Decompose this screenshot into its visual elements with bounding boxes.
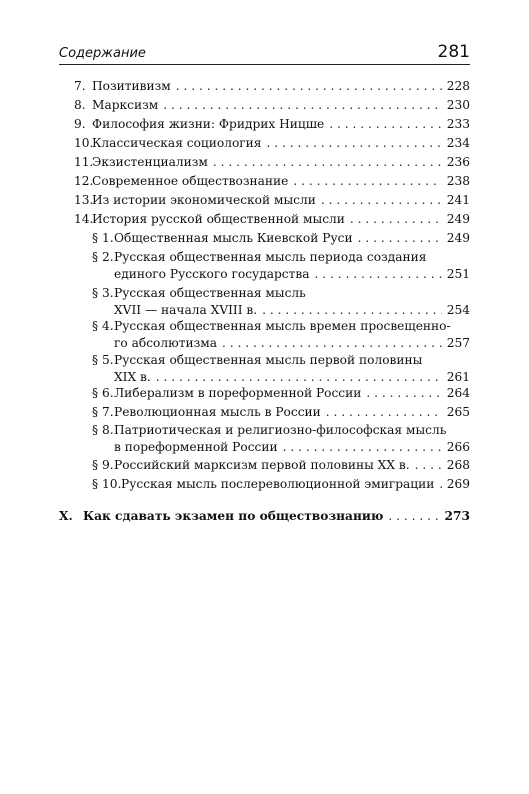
section-title-continued: единого Русского государства (114, 267, 310, 281)
section-number: § 5. (92, 353, 114, 367)
toc-section[interactable] (92, 285, 470, 319)
toc-chapter[interactable] (59, 508, 470, 525)
toc-section[interactable] (92, 457, 470, 474)
section-number: § 6. (92, 386, 114, 400)
section-title-continued: XVII — начала XVIII в. (114, 303, 258, 317)
section-page: 268 (446, 458, 470, 472)
leader-dots (415, 457, 442, 474)
entry-title: Марксизм (92, 98, 159, 112)
section-page: 257 (446, 336, 470, 350)
leader-dots (283, 439, 442, 456)
section-title-continued: XIX в. (114, 370, 151, 384)
section-page: 266 (446, 440, 470, 454)
entry-title: Философия жизни: Фридрих Ницше (92, 117, 325, 131)
toc-section[interactable] (92, 422, 470, 456)
section-page: 251 (446, 267, 470, 281)
toc-section[interactable] (92, 352, 470, 386)
section-page: 264 (446, 386, 470, 400)
entry-number: 9. (74, 117, 86, 131)
entry-number: 11. (74, 155, 94, 169)
section-number: § 1. (92, 231, 114, 245)
entry-title: Экзистенциализм (92, 155, 208, 169)
entry-page: 228 (446, 79, 470, 93)
header-title: Содержание (59, 46, 146, 61)
section-page: 269 (446, 477, 470, 491)
chapter-number: X. (59, 509, 73, 523)
page-number: 281 (437, 42, 470, 62)
section-number: § 3. (92, 286, 114, 300)
toc-entry[interactable] (74, 192, 470, 209)
entry-page: 233 (446, 117, 470, 131)
section-title: Русская общественная мысль времен просвещенно- (114, 319, 451, 333)
leader-dots (388, 508, 440, 525)
leader-dots (222, 335, 442, 352)
leader-dots (156, 369, 442, 386)
toc-entry[interactable] (74, 78, 470, 95)
entry-page: 241 (446, 193, 470, 207)
entry-number: 8. (74, 98, 86, 112)
entry-number: 10. (74, 136, 94, 150)
section-title-continued: в пореформенной России (114, 440, 278, 454)
section-page: 261 (446, 370, 470, 384)
leader-dots (329, 116, 442, 133)
section-number: § 2. (92, 250, 114, 264)
section-title: Революционная мысль в России (114, 405, 321, 419)
toc-entry[interactable] (74, 135, 470, 152)
running-header (59, 44, 470, 65)
section-title-continued: го абсолютизма (114, 336, 217, 350)
section-page: 249 (446, 231, 470, 245)
entry-number: 12. (74, 174, 94, 188)
entry-page: 249 (446, 212, 470, 226)
toc-section[interactable] (92, 476, 470, 493)
toc-entry[interactable] (74, 97, 470, 114)
leader-dots (176, 78, 442, 95)
section-title: Патриотическая и религиозно-философская мысль (114, 423, 447, 437)
entry-page: 238 (446, 174, 470, 188)
toc-section[interactable] (92, 230, 470, 247)
entry-number: 7. (74, 79, 86, 93)
section-title: Российский марксизм первой половины XX в. (114, 458, 410, 472)
entry-title: Классическая социология (92, 136, 262, 150)
entry-title: Современное обществознание (92, 174, 289, 188)
section-number: § 7. (92, 405, 114, 419)
section-number: § 10. (92, 477, 122, 491)
toc-entry[interactable] (74, 116, 470, 133)
section-title: Русская общественная мысль периода создания (114, 250, 427, 264)
entry-page: 230 (446, 98, 470, 112)
entry-page: 236 (446, 155, 470, 169)
leader-dots (326, 404, 442, 421)
section-title: Русская мысль послереволюционной эмиграции (121, 477, 435, 491)
entry-title: Позитивизм (92, 79, 171, 93)
toc-section[interactable] (92, 318, 470, 352)
leader-dots (366, 385, 442, 402)
section-title: Русская общественная мысль (114, 286, 306, 300)
leader-dots (163, 97, 442, 114)
entry-title: История русской общественной мысли (92, 212, 345, 226)
section-number: § 8. (92, 423, 114, 437)
section-title: Русская общественная мысль первой половины (114, 353, 423, 367)
leader-dots (321, 192, 442, 209)
leader-dots (439, 476, 442, 493)
toc-section[interactable] (92, 385, 470, 402)
leader-dots (213, 154, 442, 171)
section-page: 265 (446, 405, 470, 419)
section-number: § 9. (92, 458, 114, 472)
section-number: § 4. (92, 319, 114, 333)
entry-number: 14. (74, 212, 94, 226)
leader-dots (267, 135, 443, 152)
leader-dots (262, 302, 442, 319)
section-title: Либерализм в пореформенной России (114, 386, 362, 400)
leader-dots (350, 211, 442, 228)
toc-entry[interactable] (74, 154, 470, 171)
section-page: 254 (446, 303, 470, 317)
chapter-page: 273 (444, 509, 470, 523)
toc-section[interactable] (92, 404, 470, 421)
entry-number: 13. (74, 193, 94, 207)
leader-dots (314, 266, 442, 283)
toc-entry[interactable] (74, 211, 470, 228)
leader-dots (293, 173, 442, 190)
section-title: Общественная мысль Киевской Руси (114, 231, 353, 245)
chapter-title: Как сдавать экзамен по обществознанию (83, 509, 384, 523)
toc-entry[interactable] (74, 173, 470, 190)
entry-title: Из истории экономической мысли (92, 193, 316, 207)
entry-page: 234 (446, 136, 470, 150)
toc-section[interactable] (92, 249, 470, 283)
leader-dots (358, 230, 442, 247)
